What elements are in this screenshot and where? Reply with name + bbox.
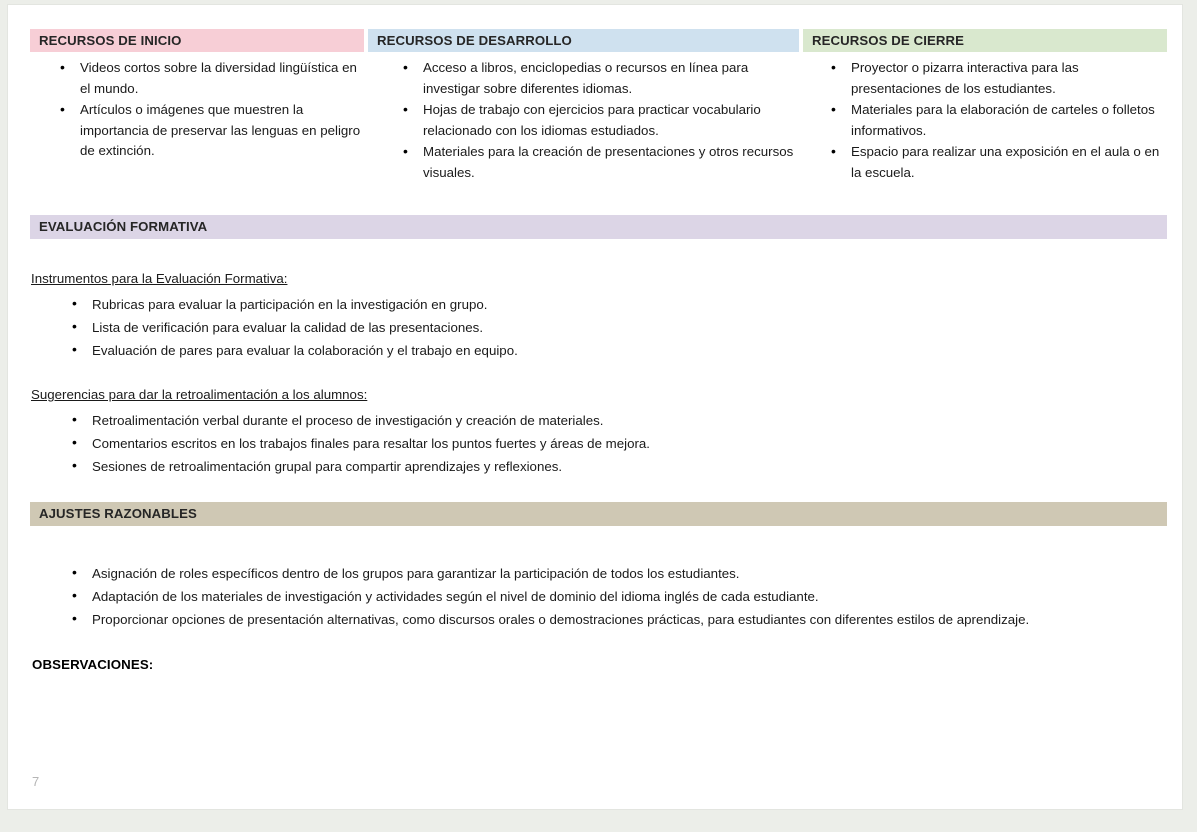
section-header-evaluacion-formativa: EVALUACIÓN FORMATIVA xyxy=(30,215,1167,239)
list-item: • Hojas de trabajo con ejercicios para practicar vocabulario relacionado con los idiomas estudiados. xyxy=(423,100,799,141)
list-item: • Sesiones de retroalimentación grupal para compartir aprendizajes y reflexiones. xyxy=(92,455,1167,478)
evaluacion-instruments-block xyxy=(30,269,1167,362)
list-item: • Acceso a libros, enciclopedias o recursos en línea para investigar sobre diferentes idiomas. xyxy=(423,58,799,99)
resources-header-cierre: RECURSOS DE CIERRE xyxy=(803,29,1167,52)
page-number: 7 xyxy=(32,774,40,789)
evaluacion-feedback-block xyxy=(30,385,1167,478)
list-item: • Artículos o imágenes que muestren la importancia de preservar las lenguas en peligro de extinción. xyxy=(80,100,364,162)
observaciones-label: OBSERVACIONES: xyxy=(32,657,154,672)
resources-column-desarrollo xyxy=(368,29,799,184)
resources-table xyxy=(30,29,1167,184)
list-item: • Rubricas para evaluar la participación en la investigación en grupo. xyxy=(92,293,1167,316)
section-header-ajustes-razonables: AJUSTES RAZONABLES xyxy=(30,502,1167,526)
list-item: • Comentarios escritos en los trabajos finales para resaltar los puntos fuertes y áreas de mejora. xyxy=(92,432,1167,455)
list-item: • Espacio para realizar una exposición en el aula o en la escuela. xyxy=(851,142,1167,183)
resources-column-inicio xyxy=(30,29,364,163)
resources-column-cierre xyxy=(803,29,1167,184)
list-item: • Proyector o pizarra interactiva para las presentaciones de los estudiantes. xyxy=(851,58,1167,99)
resources-list-inicio xyxy=(30,58,364,162)
list-item: • Evaluación de pares para evaluar la colaboración y el trabajo en equipo. xyxy=(92,339,1167,362)
resources-header-inicio: RECURSOS DE INICIO xyxy=(30,29,364,52)
ajustes-list xyxy=(30,562,1167,631)
list-item: • Lista de verificación para evaluar la calidad de las presentaciones. xyxy=(92,316,1167,339)
resources-list-cierre xyxy=(803,58,1167,183)
resources-list-desarrollo xyxy=(368,58,799,183)
resources-header-desarrollo: RECURSOS DE DESARROLLO xyxy=(368,29,799,52)
subheading-instrumentos: Instrumentos para la Evaluación Formativa: xyxy=(31,271,288,286)
list-item: • Proporcionar opciones de presentación alternativas, como discursos orales o demostraciones prácticas, para estudiantes con diferentes estilos de aprendizaje. xyxy=(92,608,1167,631)
list-item: • Retroalimentación verbal durante el proceso de investigación y creación de materiales. xyxy=(92,409,1167,432)
instruments-list xyxy=(30,293,1167,362)
subheading-sugerencias: Sugerencias para dar la retroalimentación a los alumnos: xyxy=(31,387,368,402)
ajustes-block xyxy=(30,562,1167,631)
list-item: • Materiales para la creación de presentaciones y otros recursos visuales. xyxy=(423,142,799,183)
page-content xyxy=(20,17,1170,797)
document-page xyxy=(7,4,1183,810)
list-item: • Videos cortos sobre la diversidad lingüística en el mundo. xyxy=(80,58,364,99)
feedback-list xyxy=(30,409,1167,478)
list-item: • Adaptación de los materiales de investigación y actividades según el nivel de dominio del idioma inglés de cada estudiante. xyxy=(92,585,1167,608)
list-item: • Asignación de roles específicos dentro de los grupos para garantizar la participación de todos los estudiantes. xyxy=(92,562,1167,585)
list-item: • Materiales para la elaboración de carteles o folletos informativos. xyxy=(851,100,1167,141)
